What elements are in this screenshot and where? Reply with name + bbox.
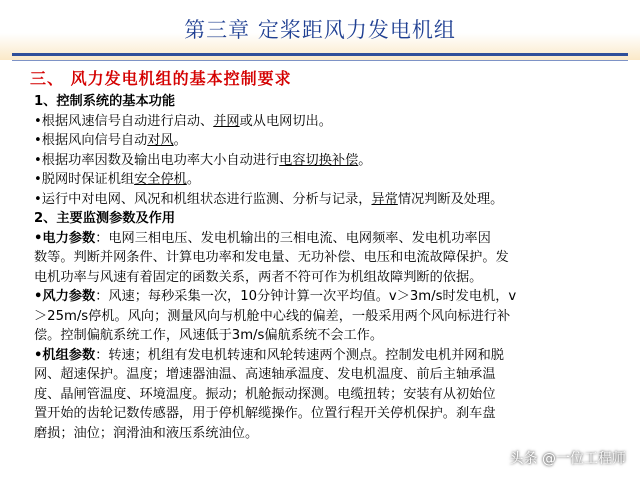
param-electrical-line: 数等。判断并网条件、计算电功率和发电量、无功补偿、电压和电流故障保护。发: [34, 250, 509, 265]
param-unit-line: [34, 346, 614, 366]
list-item-underlined: 电容切换补偿: [279, 152, 359, 168]
param-text: ：风速；每秒采集一次，10分钟计算一次平均值。v＞3m/s时发电机，v: [95, 289, 517, 304]
param-wind-line: 偿。控制偏航系统工作，风速低于3m/s偏航系统不会工作。: [34, 328, 384, 343]
list-item: [34, 170, 614, 190]
list-item-underlined: 对风: [147, 133, 174, 148]
param-electrical-line: [34, 229, 614, 249]
param-unit-line: 置开始的齿轮记数传感器，用于停机解缆操作。位置行程开关停机保护。刹车盘: [34, 406, 496, 421]
page-title: 第三章 定桨距风力发电机组: [184, 18, 456, 42]
param-unit-line: 度、晶闸管温度、环境温度。振动；机舱振动探测。电缆扭转；安装有从初始位: [34, 386, 496, 402]
watermark: 头条 @一位工程师: [509, 451, 626, 467]
list-item-text: 。: [173, 133, 187, 148]
param-text: ：电网三相电压、发电机输出的三相电流、电网频率、发电机功率因: [95, 230, 491, 246]
param-wind-line: [34, 287, 614, 307]
param-electrical-line: 电机功率与风速有着固定的函数关系，两者不符可作为机组故障判断的依据。: [34, 269, 483, 285]
param-wind-line: ＞25m/s停机。风向；测量风向与机舱中心线的偏差，一般采用两个风向标进行补: [34, 308, 511, 324]
param-text: ：转速；机组有发电机转速和风轮转速两个测点。控制发电机并网和脱: [95, 347, 504, 363]
param-label: •机组参数: [34, 347, 96, 363]
list-item-text: •根据功率因数及输出电功率大小自动进行: [34, 152, 280, 168]
list-item: [34, 131, 614, 151]
list-item-underlined: 异常: [371, 191, 398, 207]
list-item-text: •根据风速信号自动进行启动、: [34, 113, 214, 129]
param-unit-line: 网、超速保护。温度；增速器油温、高速轴承温度、发电机温度、前后主轴承温: [34, 367, 496, 382]
header-divider-thin: [12, 60, 628, 61]
list-item: [34, 190, 614, 210]
list-item-text: 情况判断及处理。: [397, 191, 504, 207]
slide-body: [34, 92, 614, 443]
header-divider: [12, 53, 628, 56]
list-item-text: 。: [358, 152, 372, 168]
list-item-text: 或从电网切出。: [239, 113, 332, 129]
param-label: •风力参数: [34, 289, 96, 304]
param-label: •电力参数: [34, 230, 96, 246]
list-item-underlined: 并网: [213, 113, 240, 129]
list-item-underlined: 安全停机: [134, 172, 187, 187]
list-item-text: •运行中对电网、风况和机组状态进行监测、分析与记录，: [34, 191, 372, 207]
subheading-monitoring-params: 2、主要监测参数及作用: [34, 211, 176, 226]
list-item: [34, 151, 614, 171]
param-unit-line: 磨损；油位；润滑油和液压系统油位。: [34, 425, 259, 441]
subheading-basic-functions: 1、控制系统的基本功能: [34, 94, 176, 109]
section-heading: 三、 风力发电机组的基本控制要求: [30, 69, 292, 88]
list-item: [34, 112, 614, 132]
list-item-text: •脱网时保证机组: [34, 172, 135, 187]
list-item-text: •根据风向信号自动: [34, 133, 148, 148]
list-item-text: 。: [186, 172, 201, 187]
